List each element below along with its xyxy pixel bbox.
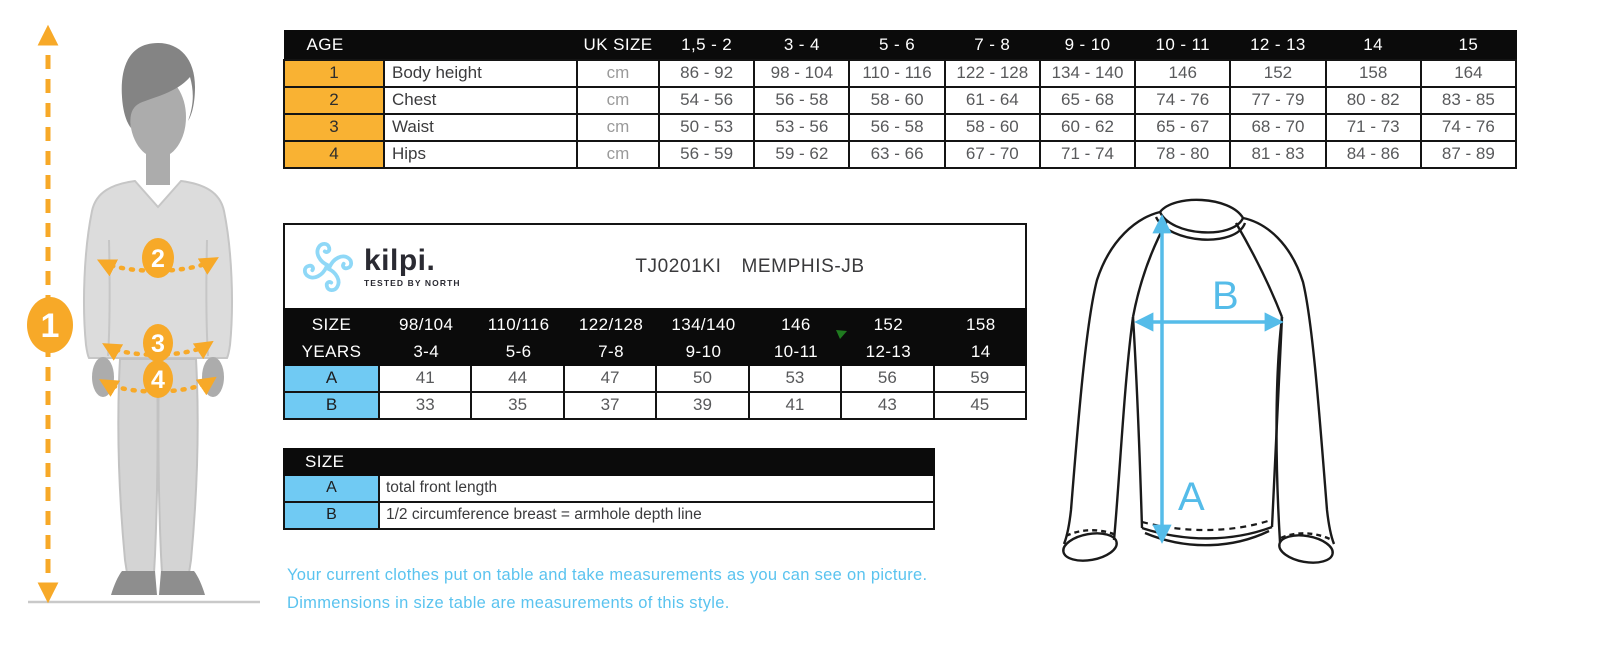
measure-number-cell: 3	[284, 114, 384, 141]
shirt-label-a: A	[1178, 475, 1205, 519]
measure-value-cell: 83 - 85	[1421, 87, 1516, 114]
garment-size-label: SIZE	[311, 315, 352, 334]
measure-value-cell: 61 - 64	[945, 87, 1040, 114]
right-hand	[202, 357, 224, 397]
unit-cell: cm	[577, 87, 659, 114]
measure-value-cell: 122 - 128	[945, 60, 1040, 87]
garment-size-band	[283, 308, 1027, 366]
marker-2: 2	[151, 245, 165, 273]
measure-value-cell: 87 - 89	[1421, 141, 1516, 168]
age-table-row	[284, 141, 1516, 168]
garment-years-value: 14	[970, 342, 991, 361]
product-code: TJ0201KI	[635, 255, 722, 277]
measure-value-cell: 78 - 80	[1135, 141, 1230, 168]
garment-size-value: 152	[873, 315, 904, 334]
measure-value-cell: 152	[1230, 60, 1325, 87]
legend-row-label: B	[283, 503, 380, 530]
age-table-row	[284, 60, 1516, 87]
brand-wordmark: kilpi.	[364, 243, 436, 277]
shirt-measurement-diagram	[1040, 192, 1340, 572]
kilpi-logo-knot-icon	[301, 240, 355, 294]
kilpi-logo	[285, 240, 515, 294]
garment-years-value: 9-10	[685, 342, 722, 361]
measure-value-cell: 158	[1326, 60, 1421, 87]
garment-years-value: 5-6	[505, 342, 532, 361]
garment-row-label: A	[283, 366, 380, 393]
garment-measure-value: 44	[472, 366, 564, 393]
measure-label-cell: Waist	[384, 114, 577, 141]
measure-value-cell: 56 - 59	[659, 141, 754, 168]
garment-table-header	[283, 223, 1027, 308]
garment-size-value: 134/140	[671, 315, 736, 334]
garment-measure-row	[283, 393, 1027, 420]
measure-value-cell: 146	[1135, 60, 1230, 87]
green-flag-marker	[836, 330, 848, 340]
garment-years-row	[283, 338, 1027, 366]
measure-value-cell: 164	[1421, 60, 1516, 87]
legend-row-description: 1/2 circumference breast = armhole depth line	[380, 503, 935, 530]
legend-header: SIZE	[283, 448, 935, 476]
garment-size-value: 158	[965, 315, 996, 334]
age-measurements-table	[283, 30, 1517, 169]
size-column-header: 1,5 - 2	[659, 31, 754, 60]
right-shoe	[159, 571, 205, 595]
garment-measure-value: 53	[750, 366, 842, 393]
legend-row-label: A	[283, 476, 380, 503]
measure-value-cell: 86 - 92	[659, 60, 754, 87]
unit-cell: cm	[577, 114, 659, 141]
unit-cell: cm	[577, 141, 659, 168]
garment-ab-rows	[283, 366, 1027, 420]
measure-value-cell: 56 - 58	[849, 114, 944, 141]
garment-years-value: 12-13	[865, 342, 912, 361]
age-table-row	[284, 87, 1516, 114]
garment-years-value: 7-8	[598, 342, 624, 361]
product-name: MEMPHIS-JB	[741, 255, 865, 277]
unit-cell: cm	[577, 60, 659, 87]
measure-value-cell: 53 - 56	[754, 114, 849, 141]
measure-value-cell: 80 - 82	[1326, 87, 1421, 114]
human-silhouette	[84, 43, 232, 595]
garment-size-value: 122/128	[578, 315, 644, 334]
measure-value-cell: 59 - 62	[754, 141, 849, 168]
measure-number-cell: 4	[284, 141, 384, 168]
garment-row-label: B	[283, 393, 380, 420]
note-line-2: Dimmensions in size table are measurements of this style.	[287, 594, 730, 612]
age-table-body	[284, 60, 1516, 168]
measure-value-cell: 54 - 56	[659, 87, 754, 114]
size-column-header: 12 - 13	[1230, 31, 1325, 60]
measurement-notes	[287, 561, 927, 617]
size-column-header: 3 - 4	[754, 31, 849, 60]
left-hand	[92, 357, 114, 397]
marker-4: 4	[151, 366, 165, 394]
age-table-row	[284, 114, 1516, 141]
note-line-1: Your current clothes put on table and take measurements as you can see on picture.	[287, 566, 928, 584]
measure-value-cell: 68 - 70	[1230, 114, 1325, 141]
garment-measure-row	[283, 366, 1027, 393]
garment-years-label: YEARS	[301, 342, 362, 361]
size-column-header: 14	[1326, 31, 1421, 60]
legend-row	[283, 476, 935, 503]
measure-number-cell: 2	[284, 87, 384, 114]
garment-measure-value: 56	[842, 366, 934, 393]
garment-measure-value: 59	[935, 366, 1027, 393]
garment-measure-value: 35	[472, 393, 564, 420]
measure-value-cell: 98 - 104	[754, 60, 849, 87]
measure-value-cell: 58 - 60	[849, 87, 944, 114]
measure-value-cell: 65 - 67	[1135, 114, 1230, 141]
measure-value-cell: 60 - 62	[1040, 114, 1135, 141]
measure-label-cell: Body height	[384, 60, 577, 87]
legend-rows	[283, 476, 935, 530]
measure-label-cell: Chest	[384, 87, 577, 114]
body-measurement-figure	[8, 15, 278, 615]
measure-label-cell: Hips	[384, 141, 577, 168]
uk-size-column-header: UK SIZE	[577, 31, 659, 60]
garment-size-value: 146	[781, 315, 811, 334]
measure-value-cell: 81 - 83	[1230, 141, 1325, 168]
measure-value-cell: 58 - 60	[945, 114, 1040, 141]
measure-value-cell: 77 - 79	[1230, 87, 1325, 114]
garment-measure-value: 41	[750, 393, 842, 420]
garment-measure-value: 45	[935, 393, 1027, 420]
garment-measure-value: 41	[380, 366, 472, 393]
garment-measure-value: 47	[565, 366, 657, 393]
measure-value-cell: 74 - 76	[1421, 114, 1516, 141]
measure-value-cell: 50 - 53	[659, 114, 754, 141]
garment-years-value: 10-11	[773, 342, 819, 361]
garment-size-row	[283, 308, 1027, 338]
measure-value-cell: 84 - 86	[1326, 141, 1421, 168]
age-column-header: AGE	[284, 31, 577, 60]
size-column-header: 5 - 6	[849, 31, 944, 60]
product-title	[515, 256, 1025, 278]
brand-tagline: TESTED BY NORTH	[364, 277, 461, 288]
size-column-header: 15	[1421, 31, 1516, 60]
measure-value-cell: 56 - 58	[754, 87, 849, 114]
measure-value-cell: 67 - 70	[945, 141, 1040, 168]
measure-value-cell: 74 - 76	[1135, 87, 1230, 114]
measure-number-cell: 1	[284, 60, 384, 87]
age-table-header-row	[284, 31, 1516, 60]
measure-value-cell: 63 - 66	[849, 141, 944, 168]
measure-value-cell: 71 - 73	[1326, 114, 1421, 141]
measure-value-cell: 110 - 116	[849, 60, 944, 87]
garment-size-value: 110/116	[487, 315, 550, 334]
legend-row	[283, 503, 935, 530]
measurement-legend-table	[283, 448, 935, 530]
size-column-header: 7 - 8	[945, 31, 1040, 60]
garment-measure-value: 33	[380, 393, 472, 420]
garment-size-table	[283, 223, 1027, 420]
legend-row-description: total front length	[380, 476, 935, 503]
marker-1: 1	[40, 307, 60, 345]
left-shoe	[111, 571, 157, 595]
size-column-header: 9 - 10	[1040, 31, 1135, 60]
garment-size-value: 98/104	[399, 315, 454, 334]
measure-value-cell: 134 - 140	[1040, 60, 1135, 87]
garment-measure-value: 50	[657, 366, 749, 393]
garment-measure-value: 39	[657, 393, 749, 420]
size-column-header: 10 - 11	[1135, 31, 1230, 60]
measure-value-cell: 71 - 74	[1040, 141, 1135, 168]
measure-value-cell: 65 - 68	[1040, 87, 1135, 114]
shirt-label-b: B	[1212, 274, 1239, 318]
garment-measure-value: 37	[565, 393, 657, 420]
marker-3: 3	[151, 330, 165, 358]
garment-years-value: 3-4	[413, 342, 440, 361]
garment-measure-value: 43	[842, 393, 934, 420]
